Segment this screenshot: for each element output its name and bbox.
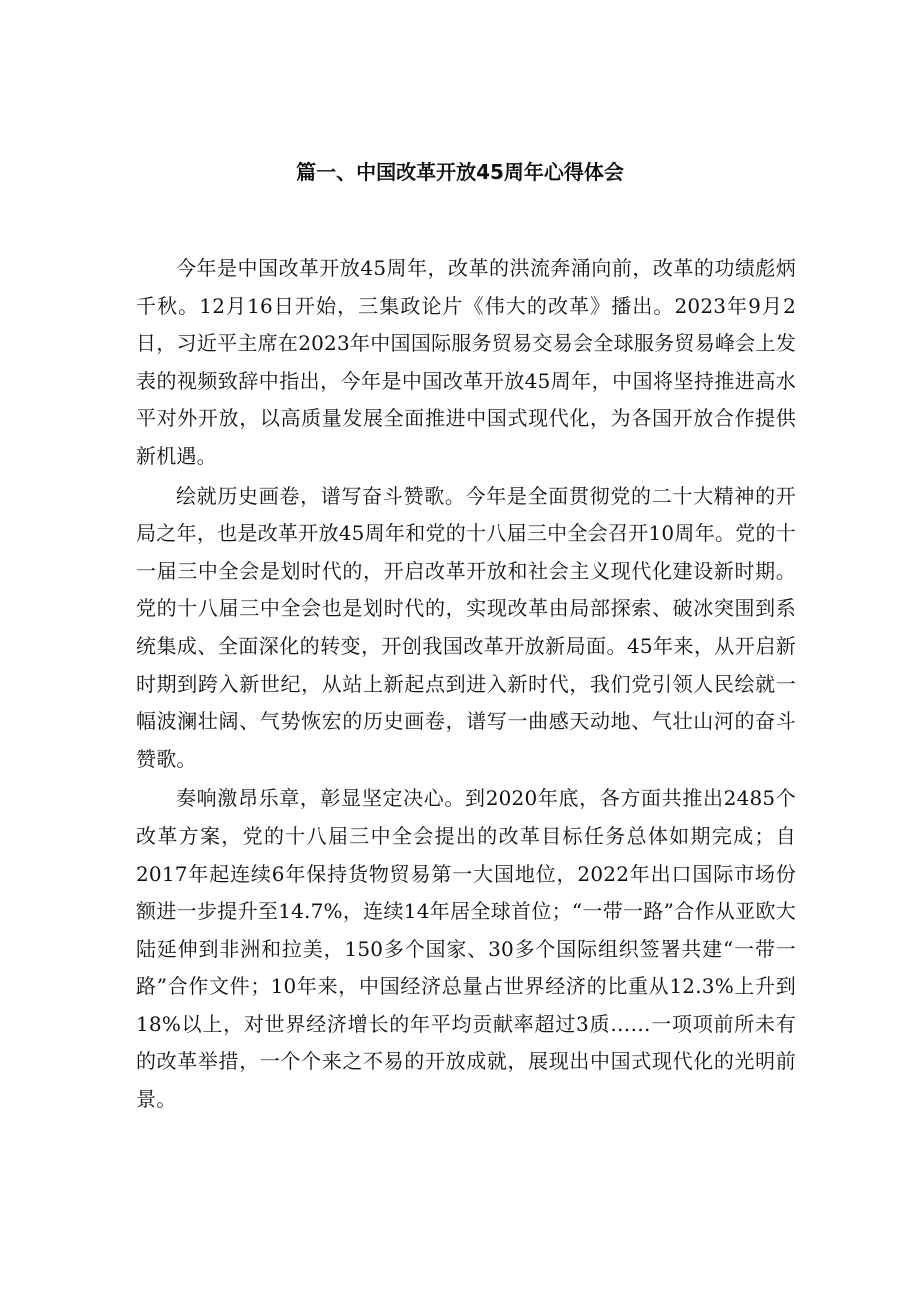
document-title: 篇一、中国改革开放45周年心得体会 [296,160,624,184]
paragraph-1: 今年是中国改革开放45周年，改革的洪流奔涌向前，改革的功绩彪炳千秋。12月16日开始，三集政论片《伟大的改革》播出。2023年9月2日，习近平主席在2023年中国国际服务贸易交易会全球服务贸易峰会上发表的视频致辞中指出，今年是中国改革开放45周年，中国将坚持推进高水平对外开放，以高质量发展全面推进中国式现代化，为各国开放合作提供新机遇。 [136,256,796,468]
paragraph-2: 绘就历史画卷，谱写奋斗赞歌。今年是全面贯彻党的二十大精神的开局之年，也是改革开放45周年和党的十八届三中全会召开10周年。党的十一届三中全会是划时代的，开启改革开放和社会主义现代化建设新时期。党的十八届三中全会也是划时代的，实现改革由局部探索、破冰突围到系统集成、全面深化的转变，开创我国改革开放新局面。45年来，从开启新时期到跨入新世纪，从站上新起点到进入新时代，我们党引领人民绘就一幅波澜壮阔、气势恢宏的历史画卷，谱写一曲感天动地、气壮山河的奋斗赞歌。 [136,483,796,771]
paragraph-3: 奏响激昂乐章，彰显坚定决心。到2020年底，各方面共推出2485个改革方案，党的十八届三中全会提出的改革目标任务总体如期完成；自2017年起连续6年保持货物贸易第一大国地位，2022年出口国际市场份额进一步提升至14.7%，连续14年居全球首位；“一带一路”合作从亚欧大陆延伸到非洲和拉美，150多个国家、30多个国际组织签署共建“一带一路”合作文件；10年来，中国经济总量占世界经济的比重从12.3%上升到18%以上，对世界经济增长的年平均贡献率超过3质……一项项前所未有的改革举措，一个个来之不易的开放成就，展现出中国式现代化的光明前景。 [136,786,796,1112]
document-body [136,250,796,1121]
